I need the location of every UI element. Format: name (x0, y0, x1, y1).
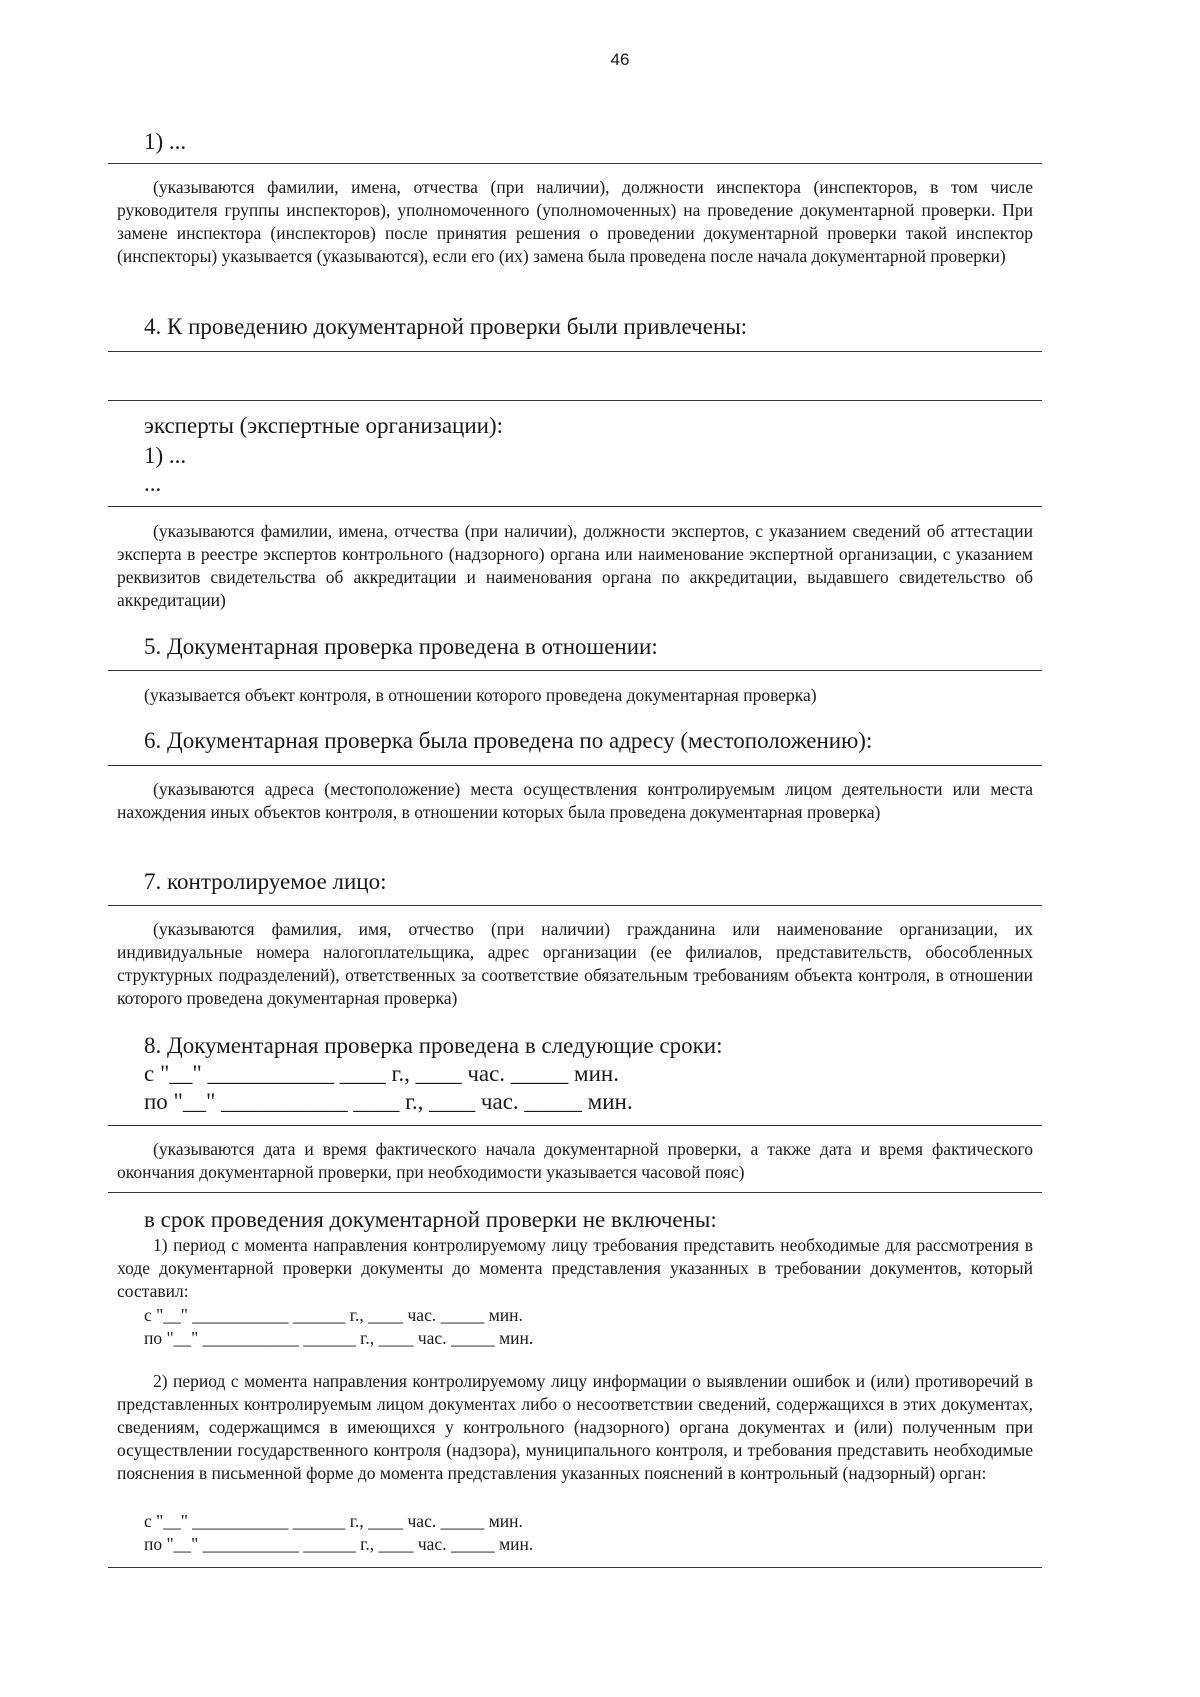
page-number: 46 (610, 50, 630, 69)
rule-section4-a (108, 351, 1042, 352)
experts-ellipsis: ... (144, 471, 162, 496)
experts-label: эксперты (экспертные организации): (144, 413, 504, 438)
rule-section8-bottom (108, 1192, 1042, 1193)
experts-note: (указываются фамилии, имена, отчества (при наличии), должности экспертов, с указанием сведений об аттестации эксперта в реестре экспертов контрольного (надзорного) органа или наименование экспертной организации, с указанием реквизитов свидетельства об аккредитации и наименования органа по аккредитации, выдавшего свидетельство об аккредитации) (117, 521, 1033, 610)
excluded-p2-from: с "__" ___________ ______ г., ____ час. _____ мин. (144, 1511, 523, 1531)
section4-heading: 4. К проведению документарной проверки были привлечены: (144, 314, 748, 339)
rule-section7 (108, 905, 1042, 906)
excluded-p1-from: с "__" ___________ ______ г., ____ час. _____ мин. (144, 1305, 523, 1325)
section7-heading: 7. контролируемое лицо: (144, 869, 387, 894)
inspectors-item: 1) ... (144, 129, 187, 154)
section5-heading: 5. Документарная проверка проведена в отношении: (144, 634, 658, 659)
section5-note: (указывается объект контроля, в отношении которого проведена документарная проверка) (144, 685, 817, 705)
rule-section5 (108, 670, 1042, 671)
excluded-p1: 1) период с момента направления контролируемому лицу требования представить необходимые для рассмотрения в ходе документарной проверки документы до момента представления указанных в требовании документов, который составил: (117, 1235, 1033, 1301)
experts-item: 1) ... (144, 443, 187, 468)
section8-from-line: с "__" ___________ ____ г., ____ час. _____ мин. (144, 1061, 619, 1086)
section6-note: (указываются адреса (местоположение) места осуществления контролируемым лицом деятельности или места нахождения иных объектов контроля, в отношении которых была проведена документарная проверка) (117, 779, 1033, 822)
excluded-p2-to: по "__" ___________ ______ г., ____ час. _____ мин. (144, 1534, 534, 1554)
rule-excluded-bottom (108, 1567, 1042, 1568)
section8-heading: 8. Документарная проверка проведена в следующие сроки: (144, 1033, 723, 1058)
rule-section6 (108, 765, 1042, 766)
section8-note: (указываются дата и время фактического начала документарной проверки, а также дата и время фактического окончания документарной проверки, при необходимости указывается часовой пояс) (117, 1139, 1033, 1182)
excluded-p1-to: по "__" ___________ ______ г., ____ час. _____ мин. (144, 1328, 534, 1348)
rule-experts (108, 506, 1042, 507)
section7-note: (указываются фамилия, имя, отчество (при наличии) гражданина или наименование организации, их индивидуальные номера налогоплательщика, адрес организации (ее филиалов, представительств, обособленных структурных подразделений), ответственных за соответствие обязательным требованиям объекта контроля, в отношении которого проведена документарная проверка) (117, 919, 1033, 1008)
excluded-heading: в срок проведения документарной проверки не включены: (144, 1207, 717, 1232)
excluded-p2: 2) период с момента направления контролируемому лицу информации о выявлении ошибок и (или) противоречий в представленных контролируемым лицом документах либо о несоответствии сведений, содержащихся в этих документах, сведениям, содержащимся в имеющихся у контрольного (надзорного) органа документах и (или) полученным при осуществлении государственного контроля (надзора), муниципального контроля, и требования представить необходимые пояснения в письменной форме до момента представления указанных пояснений в контрольный (надзорный) орган: (117, 1371, 1033, 1483)
inspectors-note: (указываются фамилии, имена, отчества (при наличии), должности инспектора (инспекторов, в том числе руководителя группы инспекторов), уполномоченного (уполномоченных) на проведение документарной проверки. При замене инспектора (инспекторов) после принятия решения о проведении документарной проверки такой инспектор (инспекторы) указывается (указываются), если его (их) замена была проведена после начала документарной проверки) (117, 177, 1033, 266)
rule-section8 (108, 1125, 1042, 1126)
rule-section4-b (108, 400, 1042, 401)
rule-inspectors (108, 163, 1042, 164)
section8-to-line: по "__" ___________ ____ г., ____ час. _____ мин. (144, 1089, 633, 1114)
section6-heading: 6. Документарная проверка была проведена по адресу (местоположению): (144, 728, 873, 753)
